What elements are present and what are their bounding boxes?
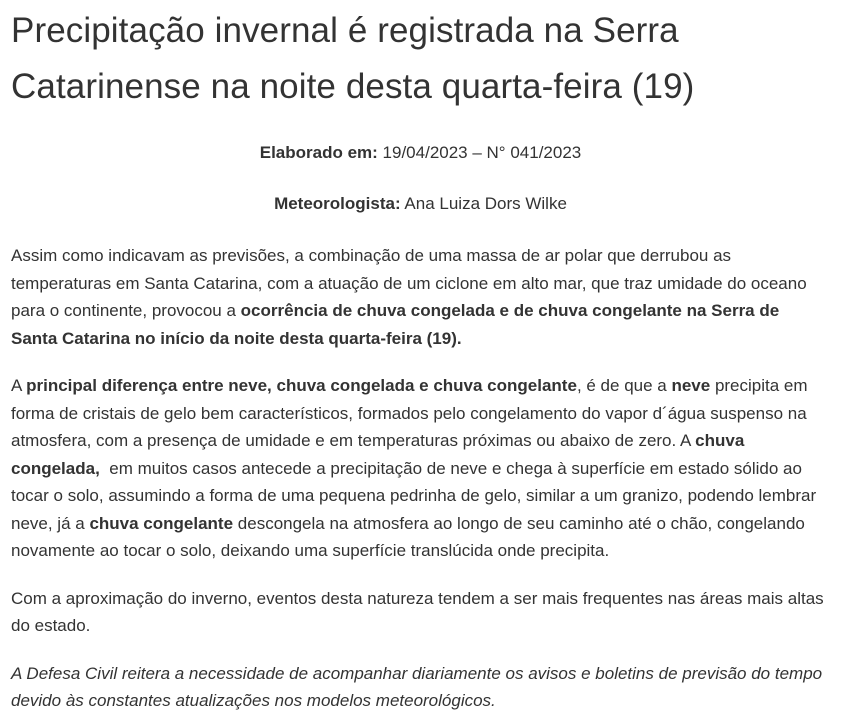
paragraph-text: Assim como indicavam as previsões, a combinação de uma massa de ar polar que derrubou as temperaturas em Santa Catarina, com a atuação de um ciclone em alto mar, que traz umidade do oceano para o continente, provocou a (11, 246, 807, 320)
paragraph-text: em muitos casos antecede a precipitação de neve e chega à superfície em estado sólido ao tocar o solo, assumindo a forma de uma pequena pedrinha de gelo, similar a um granizo, podendo lembrar neve, já a (11, 458, 821, 533)
paragraph-highlight: ocorrência de chuva congelada e de chuva congelante na Serra de Santa Catarina no início da noite desta quarta-feira (19). (11, 301, 780, 348)
paragraph-highlight: principal diferença entre neve, chuva congelada e chuva congelante (26, 376, 577, 395)
paragraph-outlook: Com a aproximação do inverno, eventos desta natureza tendem a ser mais frequentes nas áreas mais altas do estado. (11, 588, 824, 635)
date-label: Elaborado em: (259, 143, 378, 162)
term-chuva-congelante: chuva congelante (89, 513, 234, 533)
paragraph-advisory: A Defesa Civil reitera a necessidade de acompanhar diariamente os avisos e boletins de previsão do tempo devido às constantes atualizações nos modelos meteorológicos. (11, 663, 823, 710)
paragraph-differences (11, 372, 830, 565)
publication-info (11, 141, 830, 165)
author-name: Ana Luiza Dors Wilke (400, 194, 567, 213)
author-label: Meteorologista: (274, 194, 401, 213)
article-title: Precipitação invernal é registrada na Serra Catarinense na noite desta quarta-feira (19) (11, 11, 695, 106)
paragraph-text: precipita em forma de cristais de gelo bem característicos, formados pelo congelamento do vapor d´água suspenso na atmosfera, com a presença de umidade e em temperaturas próximas ou abaixo de zero. A (11, 376, 808, 450)
term-chuva-congelada: chuva congelada, (11, 431, 745, 478)
paragraph-text: descongela na atmosfera ao longo de seu caminho até o chão, congelando novamente ao tocar o solo, deixando uma superfície translúcida onde precipita. (11, 513, 805, 560)
date-value: 19/04/2023 – N° 041/2023 (377, 143, 582, 162)
paragraph-intro (11, 242, 830, 352)
paragraph-text: , é de que a (576, 376, 672, 395)
author-info (11, 192, 830, 216)
term-neve: neve (671, 376, 711, 395)
paragraph-text: A (11, 376, 27, 395)
